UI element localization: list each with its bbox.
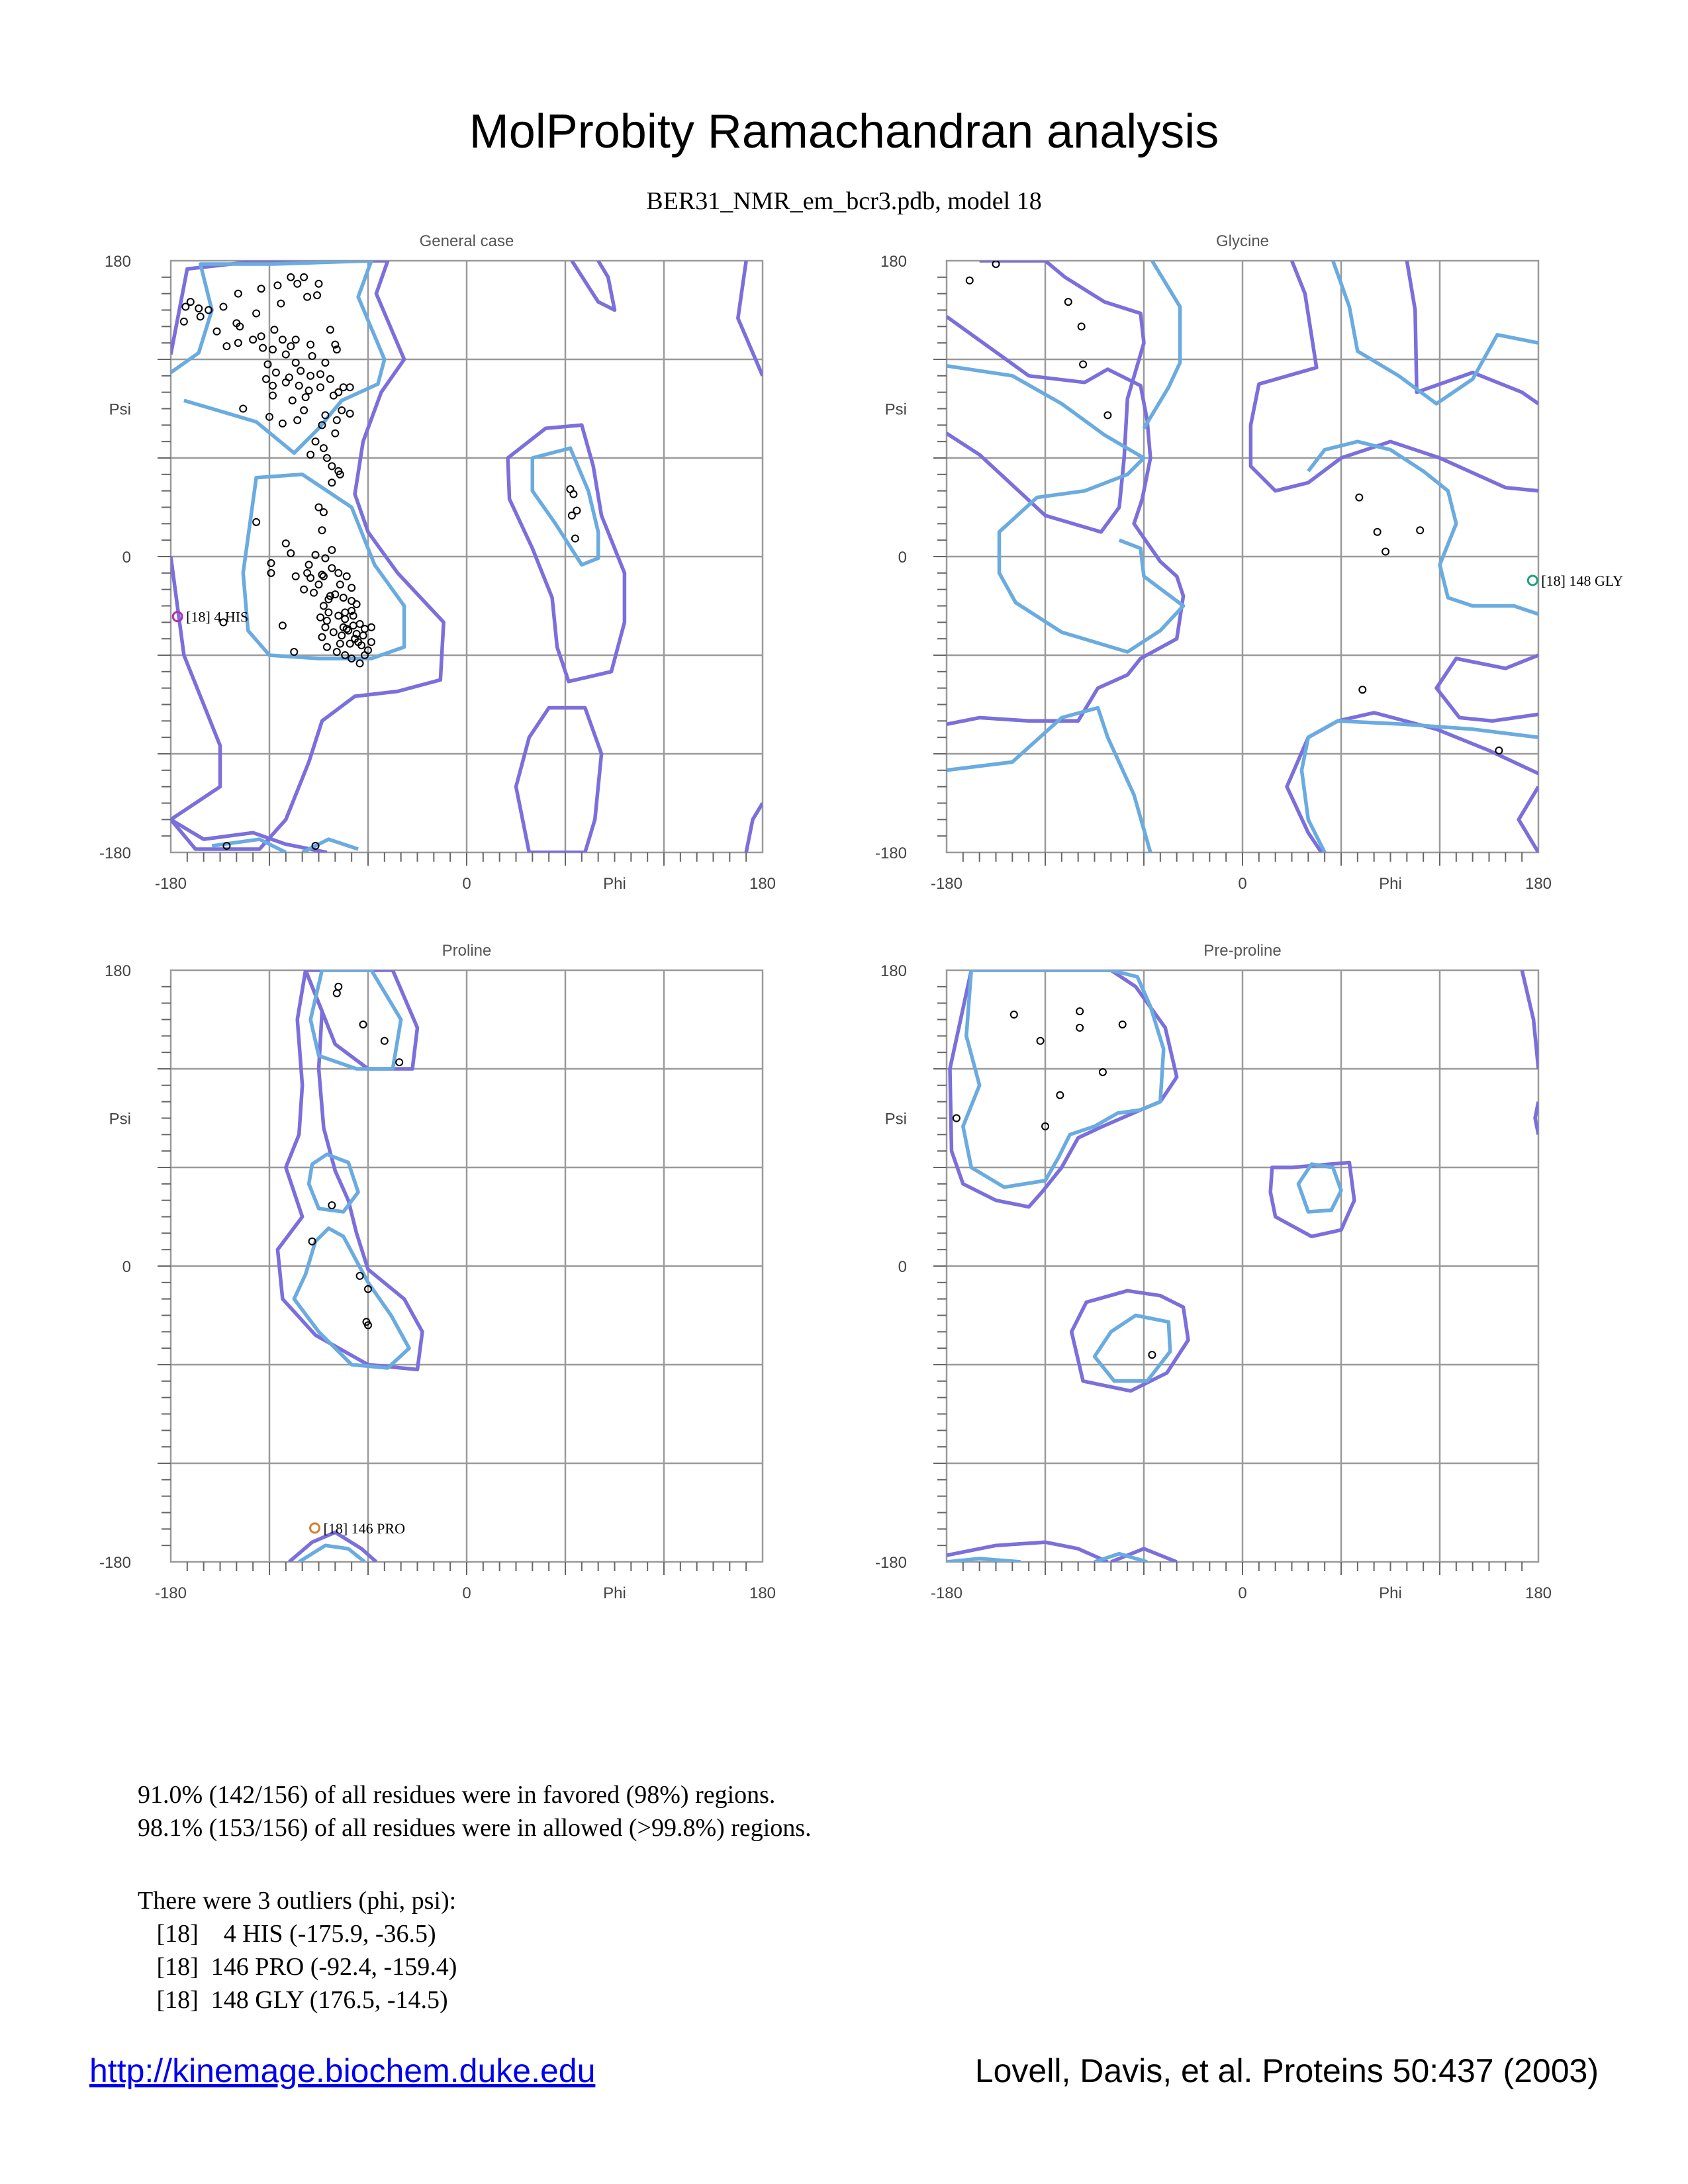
- x-tick-label: 0: [462, 875, 471, 893]
- y-tick-label: -180: [874, 1554, 907, 1572]
- y-tick-label: -180: [99, 844, 131, 862]
- residue-point: [250, 336, 256, 343]
- x-tick-label: Phi: [603, 875, 626, 893]
- residue-point: [316, 281, 322, 287]
- residue-point: [287, 550, 294, 557]
- x-tick-label: -180: [154, 1584, 187, 1602]
- residue-point: [181, 318, 187, 325]
- allowed-contour: [572, 261, 615, 310]
- residue-point: [294, 281, 301, 287]
- residue-point: [368, 639, 375, 645]
- favored-contour: [963, 970, 1164, 1187]
- y-tick-label: 0: [898, 1258, 907, 1276]
- residue-point: [304, 294, 310, 300]
- allowed-contour: [1436, 655, 1538, 721]
- y-tick-label: 0: [122, 1258, 131, 1276]
- residue-point: [258, 333, 265, 340]
- favored-contour: [243, 475, 404, 659]
- residue-point: [357, 660, 363, 666]
- residue-point: [1382, 549, 1389, 555]
- residue-point: [360, 1021, 367, 1028]
- residue-point: [335, 570, 342, 576]
- residue-point: [334, 649, 340, 655]
- residue-point: [1104, 412, 1111, 418]
- residue-point: [325, 609, 332, 615]
- residue-point: [569, 512, 575, 519]
- residue-point: [318, 634, 325, 641]
- residue-point: [307, 574, 314, 581]
- residue-point: [347, 410, 353, 417]
- residue-point: [195, 305, 202, 312]
- favored-contour: [947, 366, 1184, 652]
- outlier-line: [18] 4 HIS (-175.9, -36.5): [138, 1920, 436, 1948]
- residue-point: [253, 519, 259, 525]
- residue-point: [263, 376, 269, 383]
- x-tick-label: 180: [749, 875, 776, 893]
- residue-point: [293, 359, 299, 366]
- pre-proline-panel: [875, 942, 1552, 1602]
- residue-point: [214, 328, 220, 335]
- allowed-contour: [1250, 261, 1538, 491]
- x-tick-label: Phi: [603, 1584, 626, 1602]
- residue-point: [1065, 298, 1072, 305]
- allowed-contour: [746, 803, 763, 853]
- residue-point: [320, 509, 327, 516]
- panel-title: Pre-proline: [1203, 942, 1282, 960]
- residue-point: [334, 990, 340, 997]
- allowed-contour: [171, 557, 220, 819]
- y-tick-label: Psi: [884, 1110, 907, 1128]
- favored-contour: [947, 708, 1150, 853]
- y-tick-label: Psi: [109, 1110, 131, 1128]
- residue-point: [312, 438, 319, 445]
- allowed-contour: [738, 261, 763, 376]
- residue-point: [1100, 1069, 1106, 1075]
- y-tick-label: 180: [104, 962, 131, 980]
- residue-point: [240, 406, 246, 412]
- residue-point: [368, 624, 375, 631]
- allowed-contour: [1522, 970, 1538, 1069]
- outlier-label: [18] 148 GLY: [1541, 572, 1623, 590]
- residue-point: [289, 397, 296, 404]
- proline-panel: [99, 942, 776, 1602]
- panel-title: General case: [419, 232, 514, 250]
- panel-title: Glycine: [1215, 232, 1270, 250]
- residue-point: [1119, 1021, 1126, 1028]
- residue-point: [296, 383, 303, 389]
- residue-point: [348, 584, 355, 591]
- residue-point: [1011, 1011, 1017, 1018]
- residue-point: [324, 644, 330, 651]
- glycine-panel: [875, 232, 1623, 893]
- outlier-label: [18] 146 PRO: [323, 1520, 405, 1537]
- y-tick-label: 180: [880, 253, 907, 271]
- residue-point: [301, 274, 307, 281]
- residue-point: [287, 343, 294, 349]
- residue-point: [330, 392, 337, 399]
- residue-point: [322, 359, 328, 366]
- residue-point: [1149, 1351, 1155, 1358]
- citation: Lovell, Davis, et al. Proteins 50:437 (2003): [974, 2052, 1599, 2089]
- residue-point: [303, 394, 309, 400]
- favored-contour: [1095, 1316, 1170, 1381]
- residue-point: [320, 573, 327, 580]
- residue-point: [357, 1273, 363, 1279]
- residue-point: [316, 581, 322, 588]
- residue-point: [279, 336, 286, 343]
- general-case-panel: [99, 232, 776, 893]
- residue-point: [953, 1115, 960, 1122]
- residue-point: [279, 420, 286, 427]
- allowed-contour: [950, 970, 1177, 1207]
- outlier-label: [18] 4 HIS: [186, 608, 249, 625]
- residue-point: [258, 285, 265, 292]
- residue-point: [328, 1202, 335, 1208]
- favored-contour: [1301, 721, 1538, 852]
- allowed-contour: [1407, 261, 1538, 404]
- outlier-point: [1528, 576, 1537, 585]
- residue-point: [235, 291, 242, 297]
- residue-point: [283, 540, 289, 547]
- x-tick-label: Phi: [1379, 1584, 1402, 1602]
- residue-point: [335, 612, 342, 619]
- residue-point: [269, 346, 276, 353]
- residue-point: [338, 407, 345, 414]
- residue-point: [320, 445, 327, 451]
- y-tick-label: -180: [99, 1554, 131, 1572]
- y-tick-label: 180: [104, 253, 131, 271]
- residue-point: [320, 603, 327, 610]
- residue-point: [301, 586, 307, 593]
- residue-point: [353, 601, 360, 608]
- residue-point: [966, 277, 973, 284]
- residue-point: [259, 345, 266, 351]
- allowed-contour: [516, 708, 602, 853]
- residue-point: [271, 326, 277, 333]
- favored-contour: [1298, 1164, 1341, 1212]
- residue-point: [570, 491, 577, 498]
- y-tick-label: 0: [122, 549, 131, 567]
- residue-point: [297, 367, 304, 374]
- residue-point: [337, 581, 344, 588]
- residue-point: [1078, 323, 1085, 330]
- residue-point: [361, 625, 368, 632]
- residue-point: [283, 379, 289, 386]
- residue-point: [322, 624, 328, 631]
- residue-point: [269, 392, 276, 399]
- residue-point: [317, 371, 324, 377]
- page-title: MolProbity Ramachandran analysis: [469, 105, 1219, 158]
- residue-point: [324, 617, 330, 624]
- residue-point: [306, 387, 312, 394]
- x-tick-label: Phi: [1379, 875, 1402, 893]
- residue-point: [293, 336, 299, 343]
- kinemage-link[interactable]: http://kinemage.biochem.duke.edu: [89, 2052, 596, 2089]
- y-tick-label: Psi: [109, 400, 131, 419]
- residue-point: [197, 313, 204, 320]
- residue-point: [328, 565, 335, 571]
- residue-point: [347, 641, 353, 647]
- residue-point: [1356, 494, 1362, 501]
- residue-point: [1076, 1008, 1083, 1015]
- residue-point: [396, 1059, 402, 1066]
- residue-point: [1080, 361, 1086, 367]
- residue-point: [342, 609, 348, 615]
- allowed-contour: [171, 261, 444, 849]
- residue-point: [306, 561, 312, 568]
- residue-point: [273, 369, 279, 376]
- residue-point: [350, 622, 357, 629]
- x-tick-label: 180: [749, 1584, 776, 1602]
- residue-point: [287, 274, 294, 281]
- residue-point: [277, 300, 284, 307]
- y-tick-label: Psi: [884, 400, 907, 419]
- favored-summary: 91.0% (142/156) of all residues were in favored (98%) regions.: [138, 1781, 776, 1809]
- residue-point: [340, 594, 347, 601]
- residue-point: [1076, 1024, 1083, 1031]
- residue-point: [1056, 1092, 1063, 1099]
- residue-point: [347, 384, 353, 390]
- page-subtitle: BER31_NMR_em_bcr3.pdb, model 18: [646, 187, 1042, 215]
- x-tick-label: 180: [1524, 1584, 1552, 1602]
- residue-point: [187, 298, 194, 305]
- allowed-contour: [1519, 787, 1538, 852]
- x-tick-label: 0: [462, 1584, 471, 1602]
- outlier-point: [310, 1524, 320, 1533]
- residue-point: [307, 451, 314, 458]
- residue-point: [235, 340, 242, 346]
- residue-point: [334, 417, 340, 424]
- residue-point: [294, 417, 301, 424]
- residue-point: [1495, 747, 1502, 754]
- favored-contour: [1308, 441, 1538, 614]
- residue-point: [307, 341, 314, 348]
- favored-contour: [1144, 261, 1180, 428]
- residue-point: [291, 649, 297, 655]
- residue-point: [327, 376, 334, 383]
- residue-point: [1359, 686, 1366, 693]
- favored-contour: [294, 1228, 409, 1368]
- x-tick-label: 0: [1238, 875, 1247, 893]
- panel-title: Proline: [442, 942, 492, 960]
- residue-point: [1037, 1038, 1044, 1044]
- outlier-line: [18] 148 GLY (176.5, -14.5): [138, 1986, 448, 2014]
- residue-point: [253, 310, 259, 316]
- residue-point: [335, 983, 342, 990]
- x-tick-label: 0: [1238, 1584, 1247, 1602]
- residue-point: [572, 535, 579, 542]
- residue-point: [310, 590, 317, 596]
- residue-point: [314, 292, 320, 298]
- residue-point: [360, 632, 367, 639]
- residue-point: [223, 343, 230, 349]
- allowed-summary: 98.1% (153/156) of all residues were in allowed (>99.8%) regions.: [138, 1814, 812, 1842]
- y-tick-label: 180: [880, 962, 907, 980]
- x-tick-label: -180: [930, 1584, 963, 1602]
- residue-point: [327, 326, 334, 333]
- residue-point: [1374, 529, 1381, 535]
- residue-point: [269, 383, 276, 389]
- residue-point: [342, 615, 348, 622]
- residue-point: [293, 573, 299, 580]
- residue-point: [332, 430, 338, 437]
- favored-contour: [1333, 261, 1538, 404]
- residue-point: [328, 463, 335, 469]
- residue-point: [317, 614, 324, 621]
- favored-contour: [171, 261, 385, 453]
- residue-point: [318, 571, 325, 578]
- residue-point: [309, 353, 316, 359]
- residue-point: [381, 1038, 388, 1044]
- residue-point: [283, 351, 289, 358]
- y-tick-label: -180: [874, 844, 907, 862]
- residue-point: [330, 629, 337, 635]
- residue-point: [301, 407, 307, 414]
- x-tick-label: -180: [154, 875, 187, 893]
- outlier-line: [18] 146 PRO (-92.4, -159.4): [138, 1953, 457, 1981]
- residue-point: [318, 527, 325, 533]
- y-tick-label: 0: [898, 549, 907, 567]
- x-tick-label: 180: [1524, 875, 1552, 893]
- x-tick-label: -180: [930, 875, 963, 893]
- residue-point: [279, 622, 286, 629]
- residue-point: [338, 632, 345, 639]
- outliers-header: There were 3 outliers (phi, psi):: [138, 1887, 457, 1915]
- residue-point: [1417, 527, 1423, 533]
- residue-point: [274, 282, 281, 289]
- residue-point: [337, 641, 344, 647]
- residue-point: [220, 304, 226, 310]
- residue-point: [344, 573, 350, 580]
- residue-point: [328, 479, 335, 486]
- residue-point: [340, 384, 347, 390]
- residue-point: [328, 547, 335, 553]
- residue-point: [307, 373, 314, 379]
- favored-contour: [299, 1545, 365, 1562]
- residue-point: [317, 384, 324, 390]
